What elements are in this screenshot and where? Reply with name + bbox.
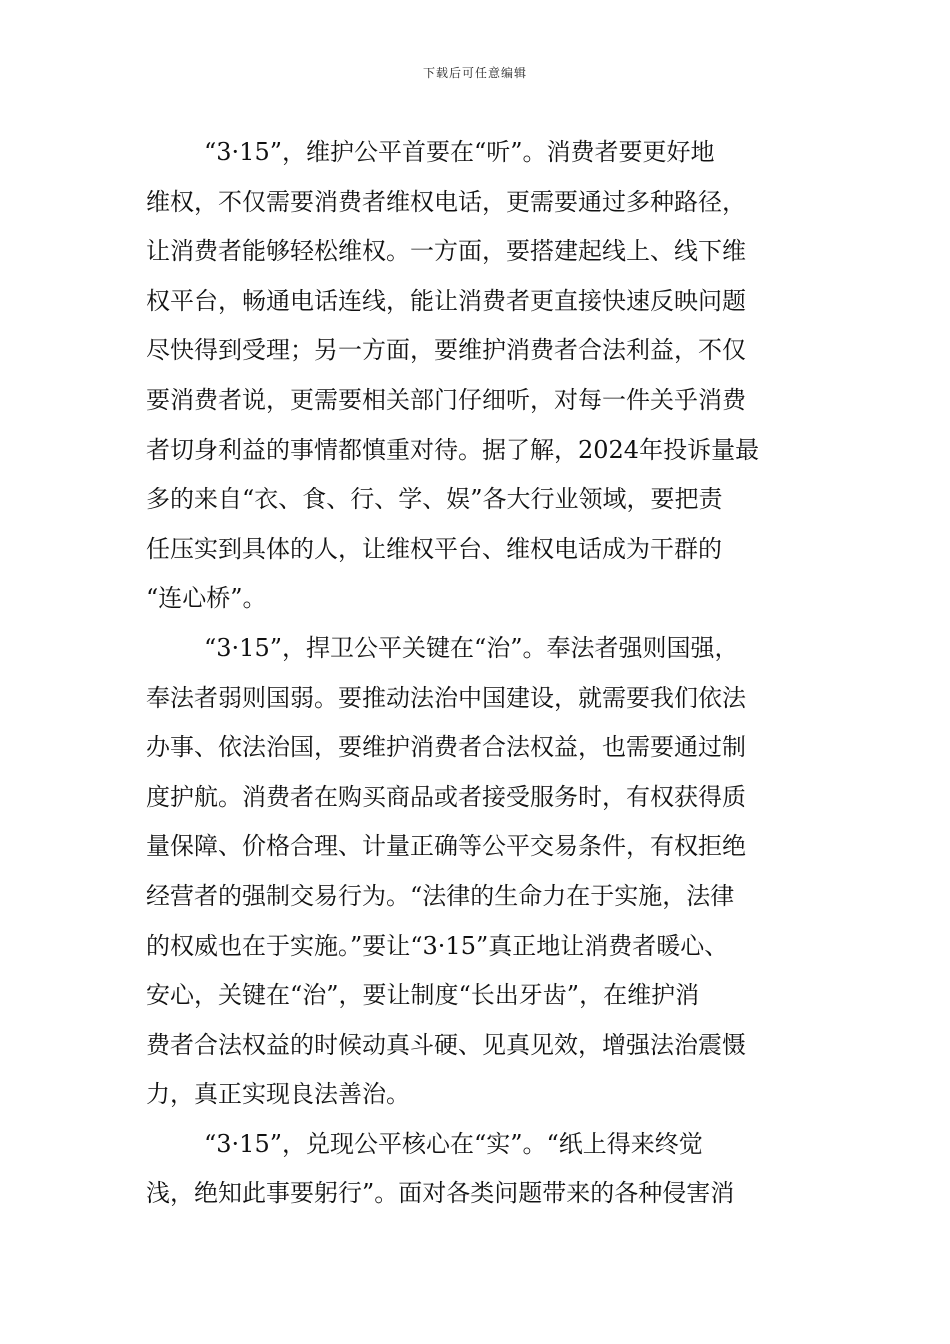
text-line: “3·15”，捍卫公平关键在“治”。奉法者强则国强， (204, 633, 739, 662)
text-line: 经营者的强制交易行为。“法律的生命力在于实施，法律 (146, 881, 735, 910)
text-line: 力，真正实现良法善治。 (146, 1080, 410, 1109)
text-line: 量保障、价格合理、计量正确等公平交易条件，有权拒绝 (146, 832, 746, 861)
page-header: 下载后可任意编辑 (422, 66, 527, 80)
text-line: “3·15”，维护公平首要在“听”。消费者要更好地 (204, 138, 715, 166)
text-line: “3·15”，兑现公平核心在“实”。“纸上得来终觉 (204, 1129, 703, 1158)
text-line: 办事、依法治国，要维护消费者合法权益，也需要通过制 (146, 733, 746, 762)
text-line: “连心桥”。 (146, 584, 267, 613)
text-line: 费者合法权益的时候动真斗硬、见真见效，增强法治震慑 (146, 1030, 746, 1059)
text-line: 权平台，畅通电话连线，能让消费者更直接快速反映问题 (146, 286, 746, 315)
text-line: 浅，绝知此事要躬行”。面对各类问题带来的各种侵害消 (146, 1179, 735, 1208)
text-line: 维权，不仅需要消费者维权电话，更需要通过多种路径， (146, 187, 746, 216)
text-line: 度护航。消费者在购买商品或者接受服务时，有权获得质 (146, 782, 746, 811)
text-line: 让消费者能够轻松维权。一方面，要搭建起线上、线下维 (146, 237, 746, 266)
text-line: 安心，关键在“治”，要让制度“长出牙齿”，在维护消 (146, 981, 700, 1010)
text-line: 任压实到具体的人，让维权平台、维权电话成为干群的 (146, 534, 722, 563)
text-line: 的权威也在于实施。”要让“3·15”真正地让消费者暖心、 (146, 931, 729, 960)
text-line: 尽快得到受理；另一方面，要维护消费者合法利益，不仅 (146, 336, 746, 365)
text-line: 者切身利益的事情都慎重对待。据了解，2024年投诉量最 (146, 435, 760, 464)
text-line: 要消费者说，更需要相关部门仔细听，对每一件关乎消费 (146, 385, 746, 414)
text-line: 多的来自“衣、食、行、学、娱”各大行业领域，要把责 (146, 485, 723, 514)
text-line: 奉法者弱则国弱。要推动法治中国建设，就需要我们依法 (146, 683, 746, 712)
document-body (146, 128, 811, 1219)
